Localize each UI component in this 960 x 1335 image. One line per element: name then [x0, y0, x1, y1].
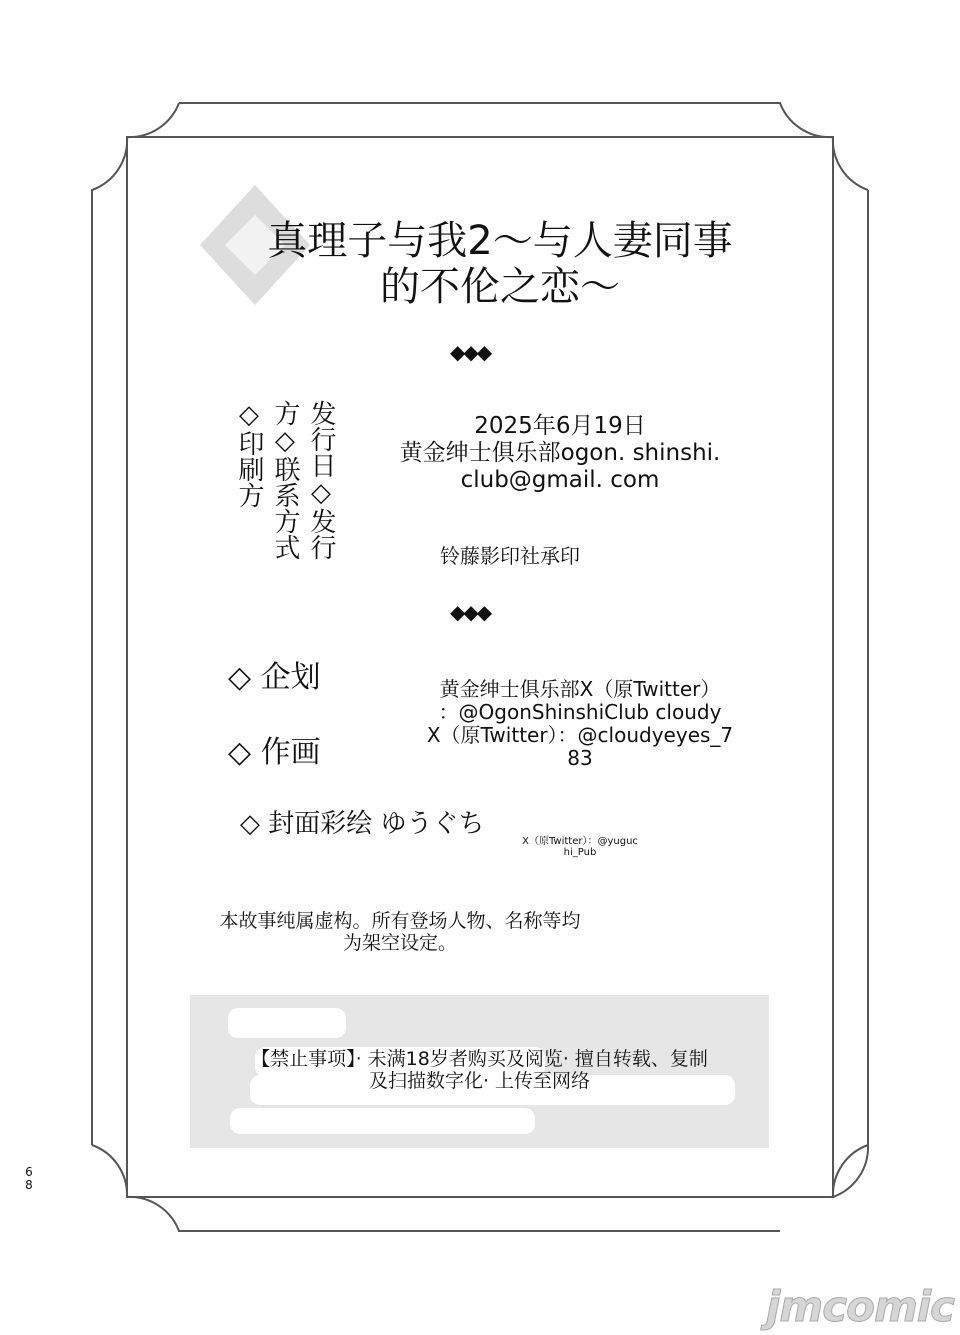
printer-name: 铃藤影印社承印: [440, 544, 580, 568]
cover-label: ◇ 封面彩绘 ゆうぐち: [240, 809, 485, 839]
redaction-blot: [228, 1008, 346, 1038]
prohibition-box: [190, 995, 769, 1148]
art-label: ◇ 作画: [228, 735, 321, 770]
label-issue-date: 发行日◇发行: [306, 400, 336, 560]
publisher-line-2: club@gmail. com: [460, 467, 660, 493]
separator-2: ◆◆◆: [450, 600, 491, 624]
credit-line: X（原Twitter）：@cloudyeyes_7: [426, 723, 734, 747]
title-line-1: 真理子与我2～与人妻同事: [267, 218, 733, 264]
label-printer: ◇印刷方: [234, 400, 264, 508]
separator: ◆◆◆: [450, 340, 491, 364]
cover-credit: X（原Twitter）：@yuguc: [522, 836, 638, 847]
prohibition-line: 及扫描数字化· 上传至网络: [368, 1070, 591, 1092]
book-title: [200, 218, 800, 310]
disclaimer-line: 为架空设定。: [342, 932, 457, 954]
credit-line: 83: [567, 746, 593, 770]
page-number-digit: 6: [25, 1165, 33, 1179]
label-contact: 方◇联系方式: [270, 400, 300, 560]
disclaimer-line: 本故事纯属虚构。所有登场人物、名称等均: [219, 910, 581, 932]
redaction-blot: [230, 1108, 535, 1134]
page-number-digit: 8: [25, 1178, 33, 1192]
title-line-2: 的不伦之恋～: [380, 264, 620, 310]
prohibition-line: 【禁止事项】· 未满18岁者购买及阅览· 擅自转载、复制: [251, 1048, 708, 1070]
watermark-logo: jmcomic: [766, 1282, 954, 1331]
page-number: [23, 1166, 35, 1192]
cover-credit: hi_Pub: [563, 847, 597, 858]
credit-line: ：@OgonShinshiClub cloudy: [438, 700, 722, 724]
credit-line: 黄金绅士俱乐部X（原Twitter）: [439, 677, 721, 701]
publisher-line-1: 黄金绅士俱乐部ogon. shinshi.: [399, 440, 721, 466]
publish-date: 2025年6月19日: [474, 413, 646, 439]
planning-label: ◇ 企划: [228, 660, 321, 695]
